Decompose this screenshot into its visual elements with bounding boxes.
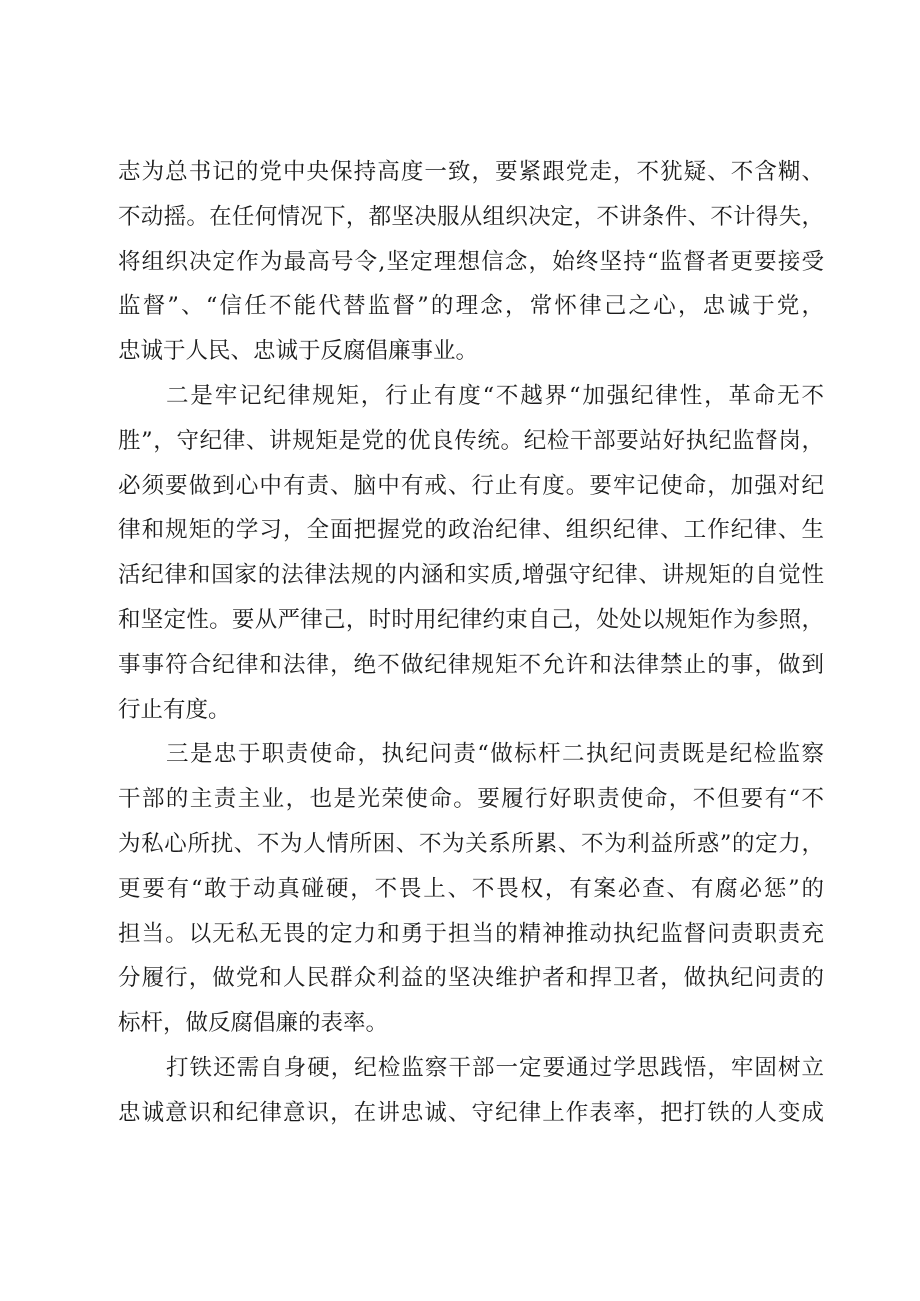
text-line: 胜”，守纪律、讲规矩是党的优良传统。纪检干部要站好执纪监督岗， <box>118 427 824 454</box>
text-line: 将组织决定作为最高号令,坚定理想信念，始终坚持“监督者更要接受 <box>118 248 824 275</box>
paragraph-1 <box>118 150 824 374</box>
text-line: 律和规矩的学习，全面把握党的政治纪律、组织纪律、工作纪律、生 <box>118 517 824 544</box>
text-line: 行止有度。 <box>118 696 231 723</box>
text-line: 监督”、“信任不能代替监督”的理念，常怀律己之心，忠诚于党， <box>118 293 824 320</box>
text-line: 忠诚于人民、忠诚于反腐倡廉事业。 <box>118 338 479 365</box>
text-line: 活纪律和国家的法律法规的内涵和实质,增强守纪律、讲规矩的自觉性 <box>118 562 824 589</box>
text-line: 标杆，做反腐倡廉的表率。 <box>118 1010 389 1037</box>
text-line: 分履行，做党和人民群众利益的坚决维护者和捍卫者，做执纪问责的 <box>118 965 824 992</box>
text-line: 必须要做到心中有责、脑中有戒、行止有度。要牢记使命，加强对纪 <box>118 472 824 499</box>
text-line: 不动摇。在任何情况下，都坚决服从组织决定，不讲条件、不计得失， <box>118 203 824 230</box>
text-line: 更要有“敢于动真碰硬，不畏上、不畏权，有案必查、有腐必惩”的 <box>118 875 824 902</box>
text-line: 忠诚意识和纪律意识，在讲忠诚、守纪律上作表率，把打铁的人变成 <box>118 1099 824 1126</box>
text-line: 干部的主责主业，也是光荣使命。要履行好职责使命，不但要有“不 <box>118 786 824 813</box>
text-line: 志为总书记的党中央保持高度一致，要紧跟党走，不犹疑、不含糊、 <box>118 159 824 185</box>
text-line: 和坚定性。要从严律己，时时用纪律约束自己，处处以规矩作为参照， <box>118 606 824 633</box>
text-line: 为私心所扰、不为人情所困、不为关系所累、不为利益所惑”的定力， <box>118 830 824 857</box>
text-line: 担当。以无私无畏的定力和勇于担当的精神推动执纪监督问责职责充 <box>118 920 824 947</box>
text-line: 二是牢记纪律规矩，行止有度“不越界“加强纪律性，革命无不 <box>166 382 824 409</box>
paragraph-3 <box>118 732 824 1046</box>
paragraph-2 <box>118 374 824 732</box>
text-line: 事事符合纪律和法律，绝不做纪律规矩不允许和法律禁止的事，做到 <box>118 651 824 678</box>
paragraph-4 <box>118 1046 824 1136</box>
text-line: 打铁还需自身硬，纪检监察干部一定要通过学思践悟，牢固树立 <box>166 1054 824 1081</box>
text-line: 三是忠于职责使命，执纪问责“做标杆二执纪问责既是纪检监察 <box>166 741 824 768</box>
document-body <box>118 150 824 1136</box>
